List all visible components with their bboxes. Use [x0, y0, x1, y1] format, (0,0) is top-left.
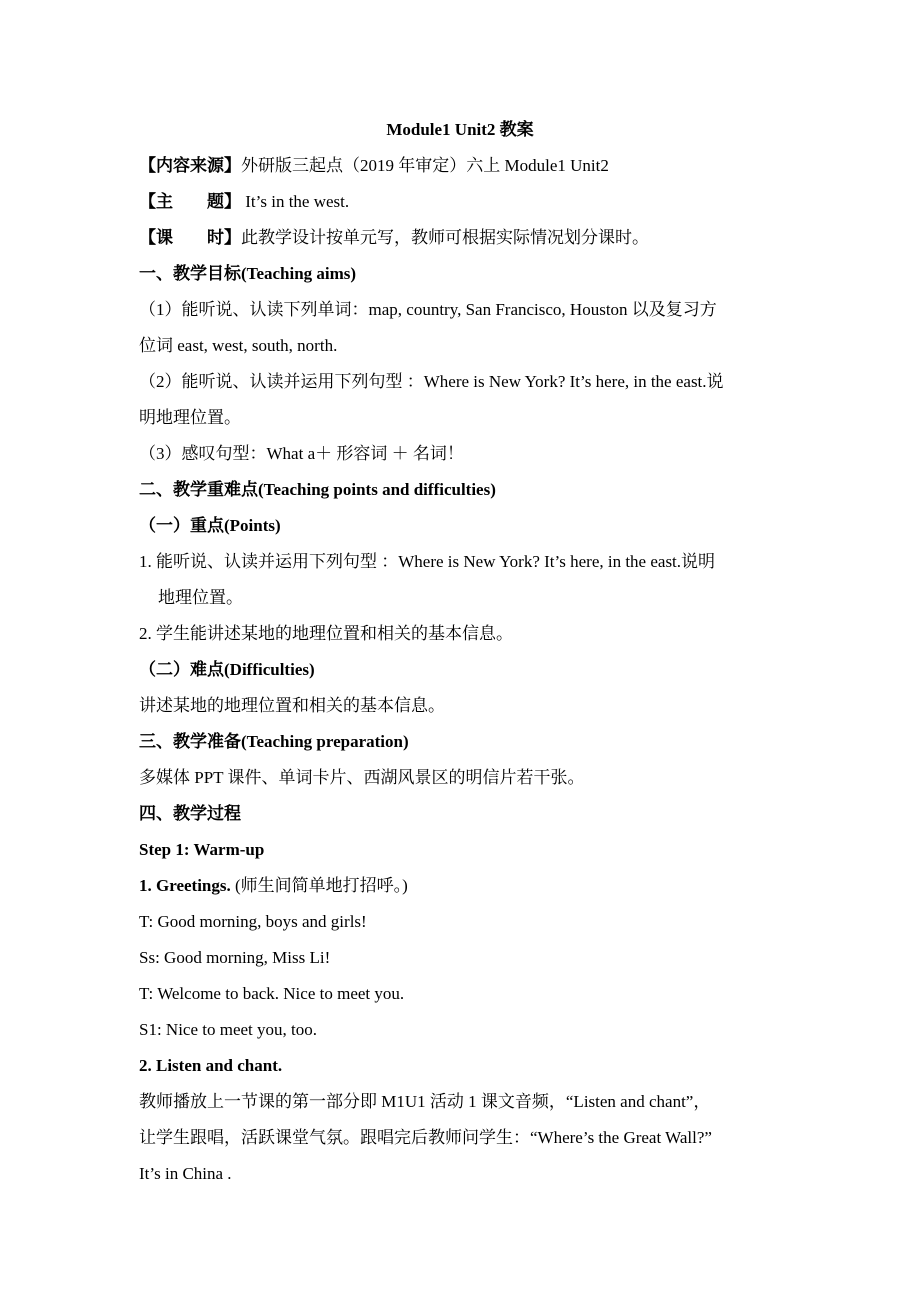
meta-period-value: 此教学设计按单元写，教师可根据实际情况划分课时。	[241, 228, 649, 247]
section-aims-heading: 一、教学目标(Teaching aims)	[139, 264, 357, 283]
aim-1-line-2: 位词 east, west, south, north.	[139, 336, 338, 355]
points-subheading: （一）重点(Points)	[139, 516, 281, 535]
point-1-line-1: 1. 能听说、认读并运用下列句型 ：Where is New York? It’s here, in the east.说明	[139, 552, 716, 571]
greetings-heading: 1. Greetings.	[139, 876, 231, 895]
listen-line-1: 教师播放上一节课的第一部分即 M1U1 活动 1 课文音频，“Listen and chant”，	[139, 1092, 711, 1111]
document-title: Module1 Unit2 教案	[386, 120, 534, 139]
section-process-heading: 四、教学过程	[139, 804, 241, 823]
section-points-heading: 二、教学重难点(Teaching points and difficulties)	[139, 480, 496, 499]
meta-topic-label: 【主 题】	[139, 192, 241, 211]
meta-topic	[139, 191, 349, 213]
meta-source	[139, 155, 609, 177]
point-2: 2. 学生能讲述某地的地理位置和相关的基本信息。	[139, 624, 513, 643]
listen-line-2: 让学生跟唱，活跃课堂气氛。跟唱完后教师问学生：“Where’s the Great Wall?”	[139, 1128, 712, 1147]
section-preparation-heading: 三、教学准备(Teaching preparation)	[139, 732, 409, 751]
aim-2-line-2: 明地理位置。	[139, 408, 241, 427]
dialogue-line-1: T: Good morning, boys and girls!	[139, 912, 367, 931]
aim-2-line-1: （2）能听说、认读并运用下列句型 ：Where is New York? It’s here, in the east.说	[139, 372, 724, 391]
meta-source-value: 外研版三起点（2019 年审定）六上 Module1 Unit2	[241, 156, 609, 175]
difficulty-text: 讲述某地的地理位置和相关的基本信息。	[139, 696, 445, 715]
point-1-line-2: 地理位置。	[158, 588, 243, 607]
preparation-text: 多媒体 PPT 课件、单词卡片、西湖风景区的明信片若干张。	[139, 768, 585, 787]
meta-period	[139, 227, 649, 249]
dialogue-line-2: Ss: Good morning, Miss Li!	[139, 948, 331, 967]
meta-topic-value: It’s in the west.	[241, 192, 350, 211]
difficulties-subheading: （二）难点(Difficulties)	[139, 660, 315, 679]
listen-line-3: It’s in China .	[139, 1164, 232, 1183]
listen-chant-heading: 2. Listen and chant.	[139, 1056, 283, 1075]
greetings-note: (师生间简单地打招呼。)	[230, 876, 408, 895]
greetings-line	[139, 875, 408, 897]
meta-source-label: 【内容来源】	[139, 156, 241, 175]
aim-1-line-1: （1）能听说、认读下列单词：map, country, San Francisco, Houston 以及复习方	[139, 300, 717, 319]
step-1-heading: Step 1: Warm-up	[139, 840, 265, 859]
aim-3: （3）感叹句型：What a＋ 形容词 ＋ 名词！	[139, 444, 464, 463]
dialogue-line-3: T: Welcome to back. Nice to meet you.	[139, 984, 405, 1003]
dialogue-line-4: S1: Nice to meet you, too.	[139, 1020, 318, 1039]
meta-period-label: 【课 时】	[139, 228, 241, 247]
